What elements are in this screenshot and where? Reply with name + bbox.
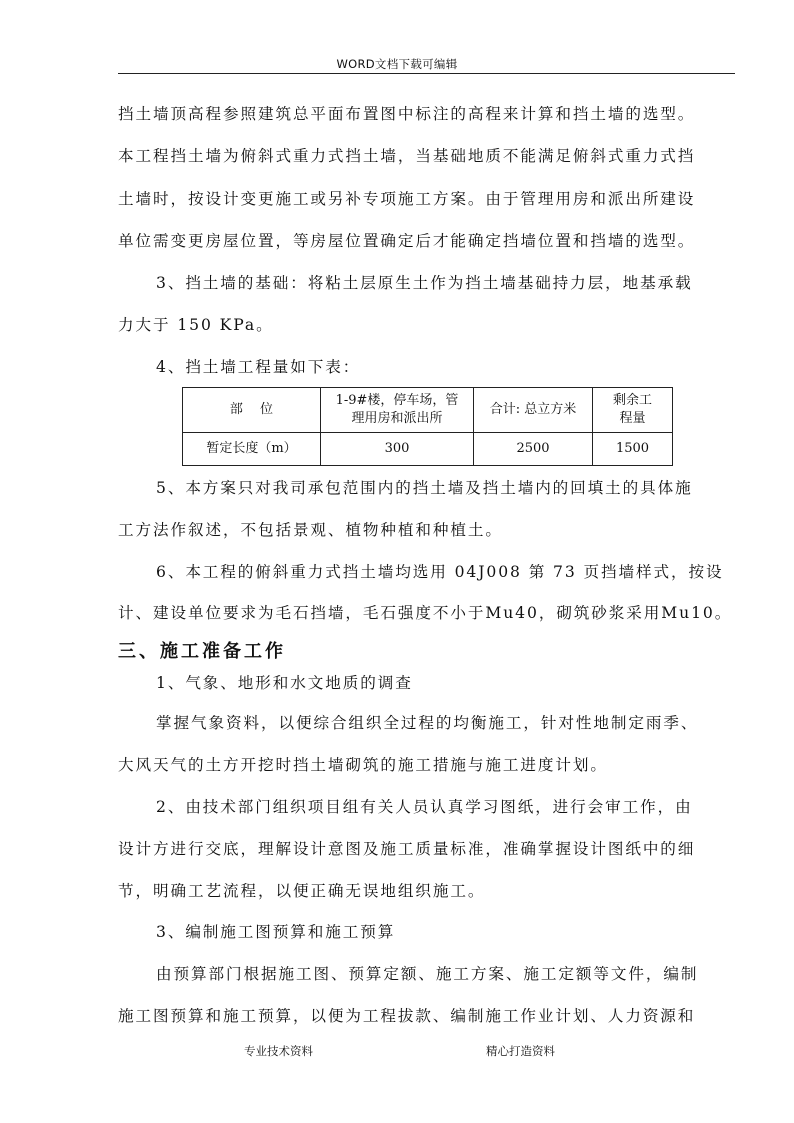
table-header-cell: 剩余工 程量 — [593, 388, 673, 433]
paragraph-line: 5、本方案只对我司承包范围内的挡土墙及挡土墙内的回填土的具体施 — [156, 479, 693, 497]
quantity-table — [182, 387, 673, 466]
paragraph-line: 节，明确工艺流程，以便正确无误地组织施工。 — [118, 882, 486, 900]
page-header: WORD文档下载可编辑 — [336, 57, 458, 71]
table-header-cell: 部 位 — [183, 388, 321, 433]
paragraph-line: 1、气象、地形和水文地质的调查 — [156, 674, 413, 692]
paragraph-line: 6、本工程的俯斜重力式挡土墙均选用 04J008 第 73 页挡墙样式，按设 — [156, 563, 724, 581]
paragraph-line: 本工程挡土墙为俯斜式重力式挡土墙，当基础地质不能满足俯斜式重力式挡 — [118, 147, 696, 165]
table-cell: 暂定长度（m） — [183, 433, 321, 466]
paragraph-line: 4、挡土墙工程量如下表： — [156, 358, 361, 376]
table-row — [183, 433, 673, 466]
table-cell: 2500 — [474, 433, 593, 466]
paragraph-line: 计、建设单位要求为毛石挡墙，毛石强度不小于Mu40，砌筑砂浆采用Mu10。 — [118, 604, 733, 622]
section-heading: 三、施工准备工作 — [118, 641, 286, 662]
footer-right: 精心打造资料 — [486, 1044, 555, 1058]
paragraph-line: 由预算部门根据施工图、预算定额、施工方案、施工定额等文件，编制 — [156, 965, 699, 983]
table-header-cell: 合计: 总立方米 — [474, 388, 593, 433]
paragraph-line: 大风天气的土方开挖时挡土墙砌筑的施工措施与施工进度计划。 — [118, 756, 608, 774]
paragraph-line: 2、由技术部门组织项目组有关人员认真学习图纸，进行会审工作，由 — [156, 798, 693, 816]
table-cell: 300 — [321, 433, 474, 466]
paragraph-line: 3、编制施工图预算和施工预算 — [156, 923, 396, 941]
paragraph-line: 力大于 150 KPa。 — [118, 316, 274, 334]
paragraph-line: 挡土墙顶高程参照建筑总平面布置图中标注的高程来计算和挡土墙的选型。 — [118, 105, 696, 123]
paragraph-line: 掌握气象资料，以便综合组织全过程的均衡施工，针对性地制定雨季、 — [156, 714, 699, 732]
paragraph-line: 单位需变更房屋位置，等房屋位置确定后才能确定挡墙位置和挡墙的选型。 — [118, 232, 696, 250]
table-cell: 1500 — [593, 433, 673, 466]
footer-left: 专业技术资料 — [244, 1044, 313, 1058]
paragraph-line: 设计方进行交底，理解设计意图及施工质量标准，准确掌握设计图纸中的细 — [118, 840, 696, 858]
table-header-cell: 1-9#楼，停车场，管 理用房和派出所 — [321, 388, 474, 433]
header-divider — [118, 73, 735, 74]
paragraph-line: 工方法作叙述，不包括景观、植物种植和种植土。 — [118, 521, 503, 539]
paragraph-line: 施工图预算和施工预算，以便为工程拔款、编制施工作业计划、人力资源和 — [118, 1007, 696, 1025]
table-header-row — [183, 388, 673, 433]
paragraph-line: 3、挡土墙的基础：将粘土层原生土作为挡土墙基础持力层，地基承载 — [156, 274, 693, 292]
paragraph-line: 土墙时，按设计变更施工或另补专项施工方案。由于管理用房和派出所建设 — [118, 190, 696, 208]
